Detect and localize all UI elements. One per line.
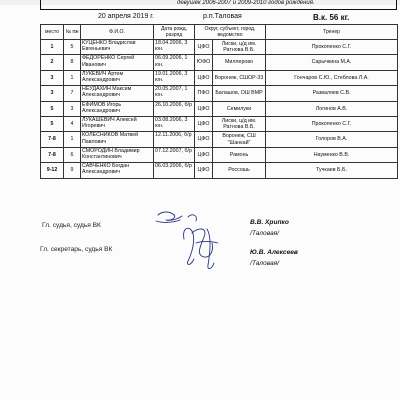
cell-number: 6: [64, 147, 81, 162]
cell-place: 3: [41, 70, 64, 85]
col-header-region: Округ, субъект, город, ведомство: [195, 25, 266, 40]
table-row: [41, 101, 398, 116]
chief-secretary-city: /Таловая/: [250, 260, 280, 267]
col-header-name: Ф.И.О.: [81, 25, 154, 40]
cell-district: ЦФО: [195, 163, 213, 178]
cell-district: ЦФО: [195, 101, 213, 116]
cell-number: 4: [64, 116, 81, 131]
cell-place: 5: [41, 116, 64, 131]
results-table: [40, 24, 398, 179]
col-header-place: место: [41, 25, 64, 40]
chief-judge-label: Гл. судья, судья ВК: [42, 222, 101, 229]
table-row: [41, 40, 398, 55]
cell-birth: 03.08.2006, 3 юн.: [154, 116, 195, 131]
cell-name: СМОРОДИН Владимир Константинович: [81, 147, 154, 162]
cell-coach: Тучкаев Б.Б.: [266, 163, 398, 178]
cell-place: 7-8: [41, 132, 64, 147]
cell-number: 1: [64, 70, 81, 85]
cell-city: Воронеж, СШОР-33: [213, 70, 266, 85]
table-row: [41, 163, 398, 178]
cell-number: 5: [64, 40, 81, 55]
cell-district: ЦФО: [195, 40, 213, 55]
cell-coach: Логинов А.В.: [266, 101, 398, 116]
cell-name: НЕУДАХИН Максим Александрович: [81, 86, 154, 101]
cell-birth: 19.01.2006, 3 юн.: [154, 70, 195, 85]
cell-place: 5: [41, 101, 64, 116]
weight-category: В.к. 56 кг.: [313, 13, 350, 22]
cell-birth: 07.12.2007, б/р: [154, 147, 195, 162]
cell-place: 9-12: [41, 163, 64, 178]
cell-name: КОЛЕСНИКОВ Матвей Павлович: [81, 132, 154, 147]
table-header-row: [41, 25, 398, 40]
cell-name: ЛУКАШЕВИЧ Алексей Игоревич: [81, 116, 154, 131]
chief-secretary-label: Гл. секретарь, судья ВК: [40, 246, 113, 253]
handwritten-signature: [152, 207, 242, 277]
chief-secretary-name: Ю.В. Алексеев: [250, 249, 298, 256]
cell-number: 9: [64, 163, 81, 178]
cell-coach: Голоров В.А.: [266, 132, 398, 147]
cell-name: САВЧЕНКО Богдан Александрович: [81, 163, 154, 178]
cell-coach: Прокопенко С.Г.: [266, 116, 398, 131]
cell-city: Миллерово: [213, 55, 266, 70]
cell-name: ЕФИМОВ Игорь Александрович: [81, 101, 154, 116]
cell-coach: Разваляев С.В.: [266, 86, 398, 101]
cell-name: КУЦЕНКО Владислав Евгеньевич: [81, 40, 154, 55]
col-header-coach: Тренер: [266, 25, 398, 40]
cell-city: Балашов, ОШ ВМР: [213, 86, 266, 101]
cell-coach: Науменко В.В.: [266, 147, 398, 162]
cell-city: Россошь: [213, 163, 266, 178]
cell-birth: 18.04.2006, 3 юн.: [154, 40, 195, 55]
cell-district: ЦФО: [195, 70, 213, 85]
cell-birth: 12.11.2006, б/р: [154, 132, 195, 147]
cell-birth: 06.03.2006, б/р: [154, 163, 195, 178]
table-row: [41, 55, 398, 70]
cell-number: 1: [64, 132, 81, 147]
cell-city: Семилуки: [213, 101, 266, 116]
table-row: [41, 86, 398, 101]
chief-judge-city: /Таловая/: [250, 230, 280, 237]
cell-number: 8: [64, 55, 81, 70]
cell-number: 3: [64, 101, 81, 116]
cell-coach: Прокопенко С.Г.: [266, 40, 398, 55]
table-row: [41, 70, 398, 85]
cell-place: 1: [41, 40, 64, 55]
cell-district: ЦФО: [195, 116, 213, 131]
table-row: [41, 147, 398, 162]
cell-district: ПФО: [195, 86, 213, 101]
competition-date: 20 апреля 2019 г.: [98, 13, 154, 20]
cell-place: 7-8: [41, 147, 64, 162]
col-header-birth: Дата рожд, разряд: [154, 25, 195, 40]
cell-city: Лиски, ц/д им. Ратнова В.Б.: [213, 40, 266, 55]
cell-number: 7: [64, 86, 81, 101]
competition-place: р.п.Таловая: [203, 13, 242, 20]
cell-district: ЦФО: [195, 132, 213, 147]
table-row: [41, 116, 398, 131]
cell-birth: 06.09.2006, 1 юн.: [154, 55, 195, 70]
cell-city: Воронеж, СШ "Шанкай": [213, 132, 266, 147]
chief-judge-name: В.В. Хрипко: [250, 219, 289, 226]
cell-city: Лиски, ц/д им. Ратнова В.Б.: [213, 116, 266, 131]
cell-name: ФЕДОРЕНКО Сергей Иванович: [81, 55, 154, 70]
cell-place: 3: [41, 86, 64, 101]
table-row: [41, 132, 398, 147]
header-subtitle: девушек 2006-2007 и 2009-2010 годов рождения.: [177, 0, 315, 6]
cell-place: 2: [41, 55, 64, 70]
col-header-number: № пж: [64, 25, 81, 40]
cell-district: ЦФО: [195, 147, 213, 162]
cell-birth: 26.10.2006, б/р: [154, 101, 195, 116]
cell-district: ЮФО: [195, 55, 213, 70]
cell-name: ЛУКЕВИЧ Артем Александрович: [81, 70, 154, 85]
cell-birth: 20.05.2007, 1 юн.: [154, 86, 195, 101]
cell-coach: Гончаров С.Ю., Стеблова Л.А.: [266, 70, 398, 85]
cell-city: Рамонь: [213, 147, 266, 162]
cell-coach: Сарычкина М.А.: [266, 55, 398, 70]
